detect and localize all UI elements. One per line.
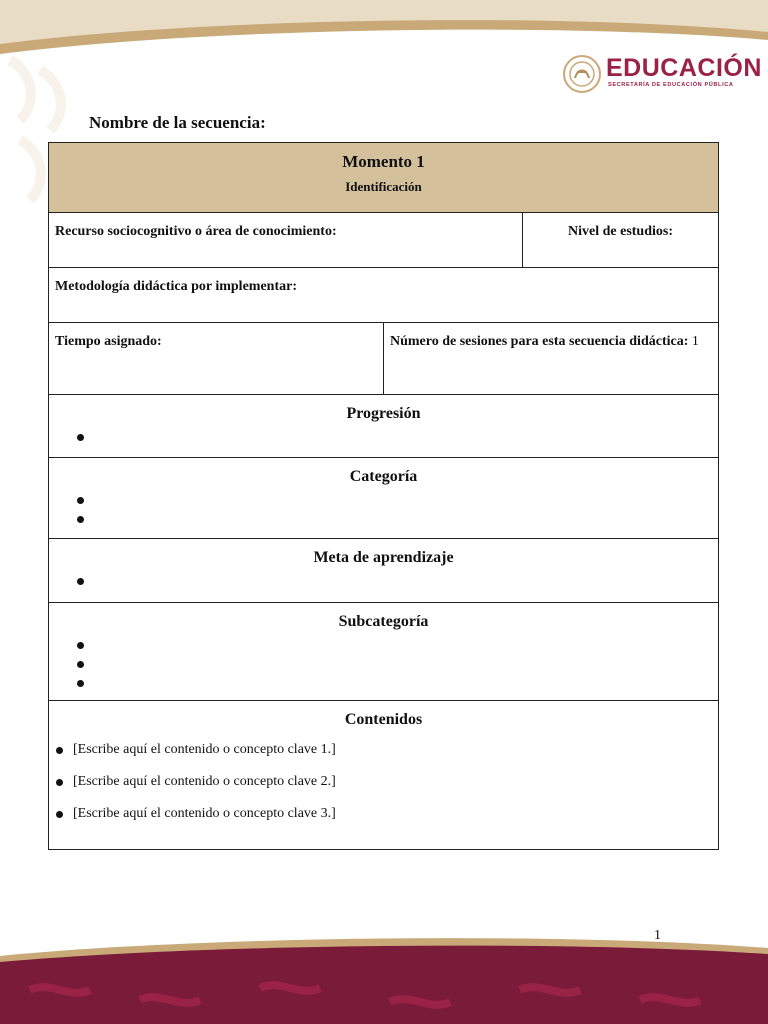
categoria-title: Categoría [349,468,418,485]
list-item [49,429,718,448]
sequence-name-label: Nombre de la secuencia: [89,113,266,132]
content-item[interactable]: [Escribe aquí el contenido o concepto clave 2.] [49,773,718,805]
meta-section[interactable] [49,539,719,603]
content-item[interactable]: [Escribe aquí el contenido o concepto clave 1.] [49,741,718,773]
list-item [49,675,718,694]
page-number: 1 [654,928,661,943]
methodology-label: Metodología didáctica por implementar: [55,279,297,294]
list-item [49,573,718,592]
methodology-field[interactable] [49,268,719,323]
contenidos-title: Contenidos [344,711,423,728]
sessions-label: Número de sesiones para esta secuencia didáctica: [390,334,689,349]
content-item[interactable]: [Escribe aquí el contenido o concepto clave 3.] [49,805,718,837]
list-item [49,492,718,511]
time-label: Tiempo asignado: [55,334,162,349]
sep-logo [562,52,762,98]
level-label: Nivel de estudios: [568,224,673,239]
sessions-value: 1 [691,334,699,349]
moment-header [49,143,719,213]
list-item [49,656,718,675]
footer-decorative-band [0,930,768,1024]
brand-subtitle: SECRETARÍA DE EDUCACIÓN PÚBLICA [608,82,734,88]
categoria-section[interactable] [49,458,719,539]
subcategoria-section[interactable] [49,603,719,701]
meta-title: Meta de aprendizaje [313,549,454,566]
list-item [49,511,718,530]
list-item [49,637,718,656]
national-seal-icon [562,54,602,94]
brand-name: EDUCACIÓN [606,54,762,82]
level-field[interactable] [523,213,719,268]
subcategoria-title: Subcategoría [338,613,429,630]
identification-table [48,142,719,850]
progresion-section[interactable] [49,395,719,458]
resource-field[interactable] [49,213,523,268]
sessions-field[interactable] [384,323,719,395]
contenidos-section[interactable] [49,701,719,850]
time-field[interactable] [49,323,384,395]
progresion-title: Progresión [346,405,421,422]
moment-title: Momento 1 [342,152,425,171]
resource-label: Recurso sociocognitivo o área de conocimiento: [55,224,337,239]
moment-subtitle: Identificación [345,179,422,194]
